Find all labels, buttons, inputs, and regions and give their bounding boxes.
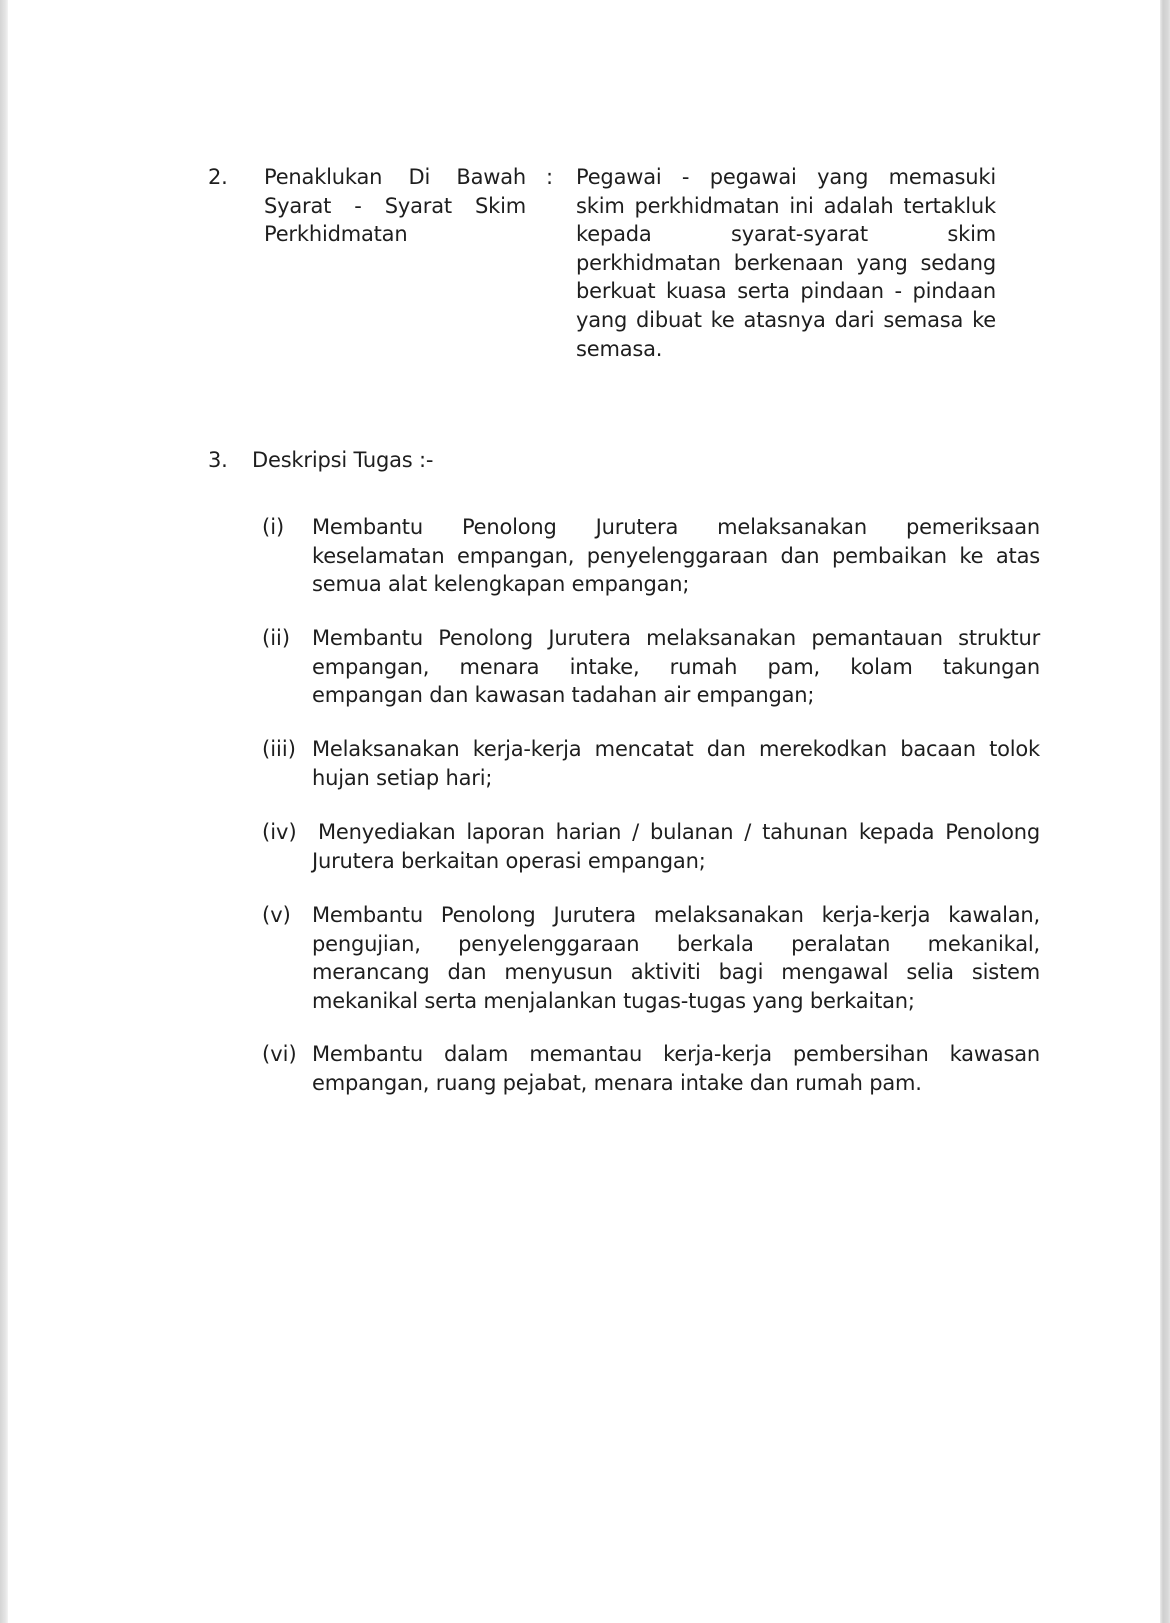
duty-item-text: [312, 735, 1040, 792]
duty-item-text: [312, 901, 1040, 1015]
duty-item-line: Membantu dalam memantau kerja-kerja pembersihan kawasan: [312, 1042, 1040, 1066]
duty-item-line: Melaksanakan kerja-kerja mencatat dan merekodkan bacaan tolok: [312, 737, 1040, 761]
section-2-body-line: skim perkhidmatan ini adalah tertakluk: [576, 193, 996, 218]
section-2-body-line: yang dibuat ke atasnya dari semasa ke: [576, 307, 996, 332]
section-2-body-line: semasa.: [576, 336, 663, 361]
duty-item-text: [312, 624, 1040, 710]
duty-item-text: [312, 513, 1040, 599]
section-2-label-line: Perkhidmatan: [264, 222, 408, 247]
section-3-title: Deskripsi Tugas :-: [252, 448, 434, 472]
duty-item-line: empangan dan kawasan tadahan air empangan;: [312, 683, 815, 708]
duty-item-label: (ii): [262, 626, 291, 650]
duty-item-line: pengujian, penyelenggaraan berkala peralatan mekanikal,: [312, 931, 1040, 956]
duty-item-line: empangan, menara intake, rumah pam, kolam takungan: [312, 654, 1040, 679]
duty-item-line: mekanikal serta menjalankan tugas-tugas yang berkaitan;: [312, 988, 915, 1013]
section-2-label-line: Syarat - Syarat Skim: [264, 193, 526, 218]
section-3-number: 3.: [208, 448, 228, 472]
duty-item-line: Membantu Penolong Jurutera melaksanakan kerja-kerja kawalan,: [312, 903, 1040, 927]
duty-item-line: Membantu Penolong Jurutera melaksanakan pemeriksaan: [312, 515, 1040, 539]
duty-item-text: [312, 1040, 1040, 1097]
section-2-body-line: Pegawai - pegawai yang memasuki: [576, 165, 996, 189]
page-edge-left: [0, 0, 8, 1623]
section-2-body-line: perkhidmatan berkenaan yang sedang: [576, 250, 996, 275]
duty-item-line: Membantu Penolong Jurutera melaksanakan pemantauan struktur: [312, 626, 1040, 650]
duty-item-label: (iv): [262, 820, 297, 844]
duty-item-line: empangan, ruang pejabat, menara intake dan rumah pam.: [312, 1070, 922, 1095]
section-2-body-line: berkuat kuasa serta pindaan - pindaan: [576, 279, 996, 304]
duty-item-line: semua alat kelengkapan empangan;: [312, 572, 690, 597]
duty-item-label: (i): [262, 515, 285, 539]
duty-item-label: (iii): [262, 737, 296, 761]
duty-item-text: [312, 818, 1040, 875]
duty-item-line: Jurutera berkaitan operasi empangan;: [312, 848, 706, 873]
duty-item-line: keselamatan empangan, penyelenggaraan dan pembaikan ke atas: [312, 543, 1040, 568]
section-2-number: 2.: [208, 165, 228, 189]
section-2-body: [576, 163, 996, 363]
duty-item-label: (v): [262, 903, 291, 927]
duty-item-label: (vi): [262, 1042, 297, 1066]
duty-item-line: hujan setiap hari;: [312, 765, 493, 790]
page-edge-right: [1160, 0, 1170, 1623]
section-2-label: [264, 163, 526, 249]
duty-item-line: merancang dan menyusun aktiviti bagi mengawal selia sistem: [312, 960, 1040, 985]
section-2-label-line: Penaklukan Di Bawah: [264, 165, 526, 189]
duty-item-line: Menyediakan laporan harian / bulanan / tahunan kepada Penolong: [318, 820, 1040, 844]
section-2-body-line: kepada syarat-syarat skim: [576, 222, 996, 247]
section-2-colon: :: [546, 165, 553, 189]
